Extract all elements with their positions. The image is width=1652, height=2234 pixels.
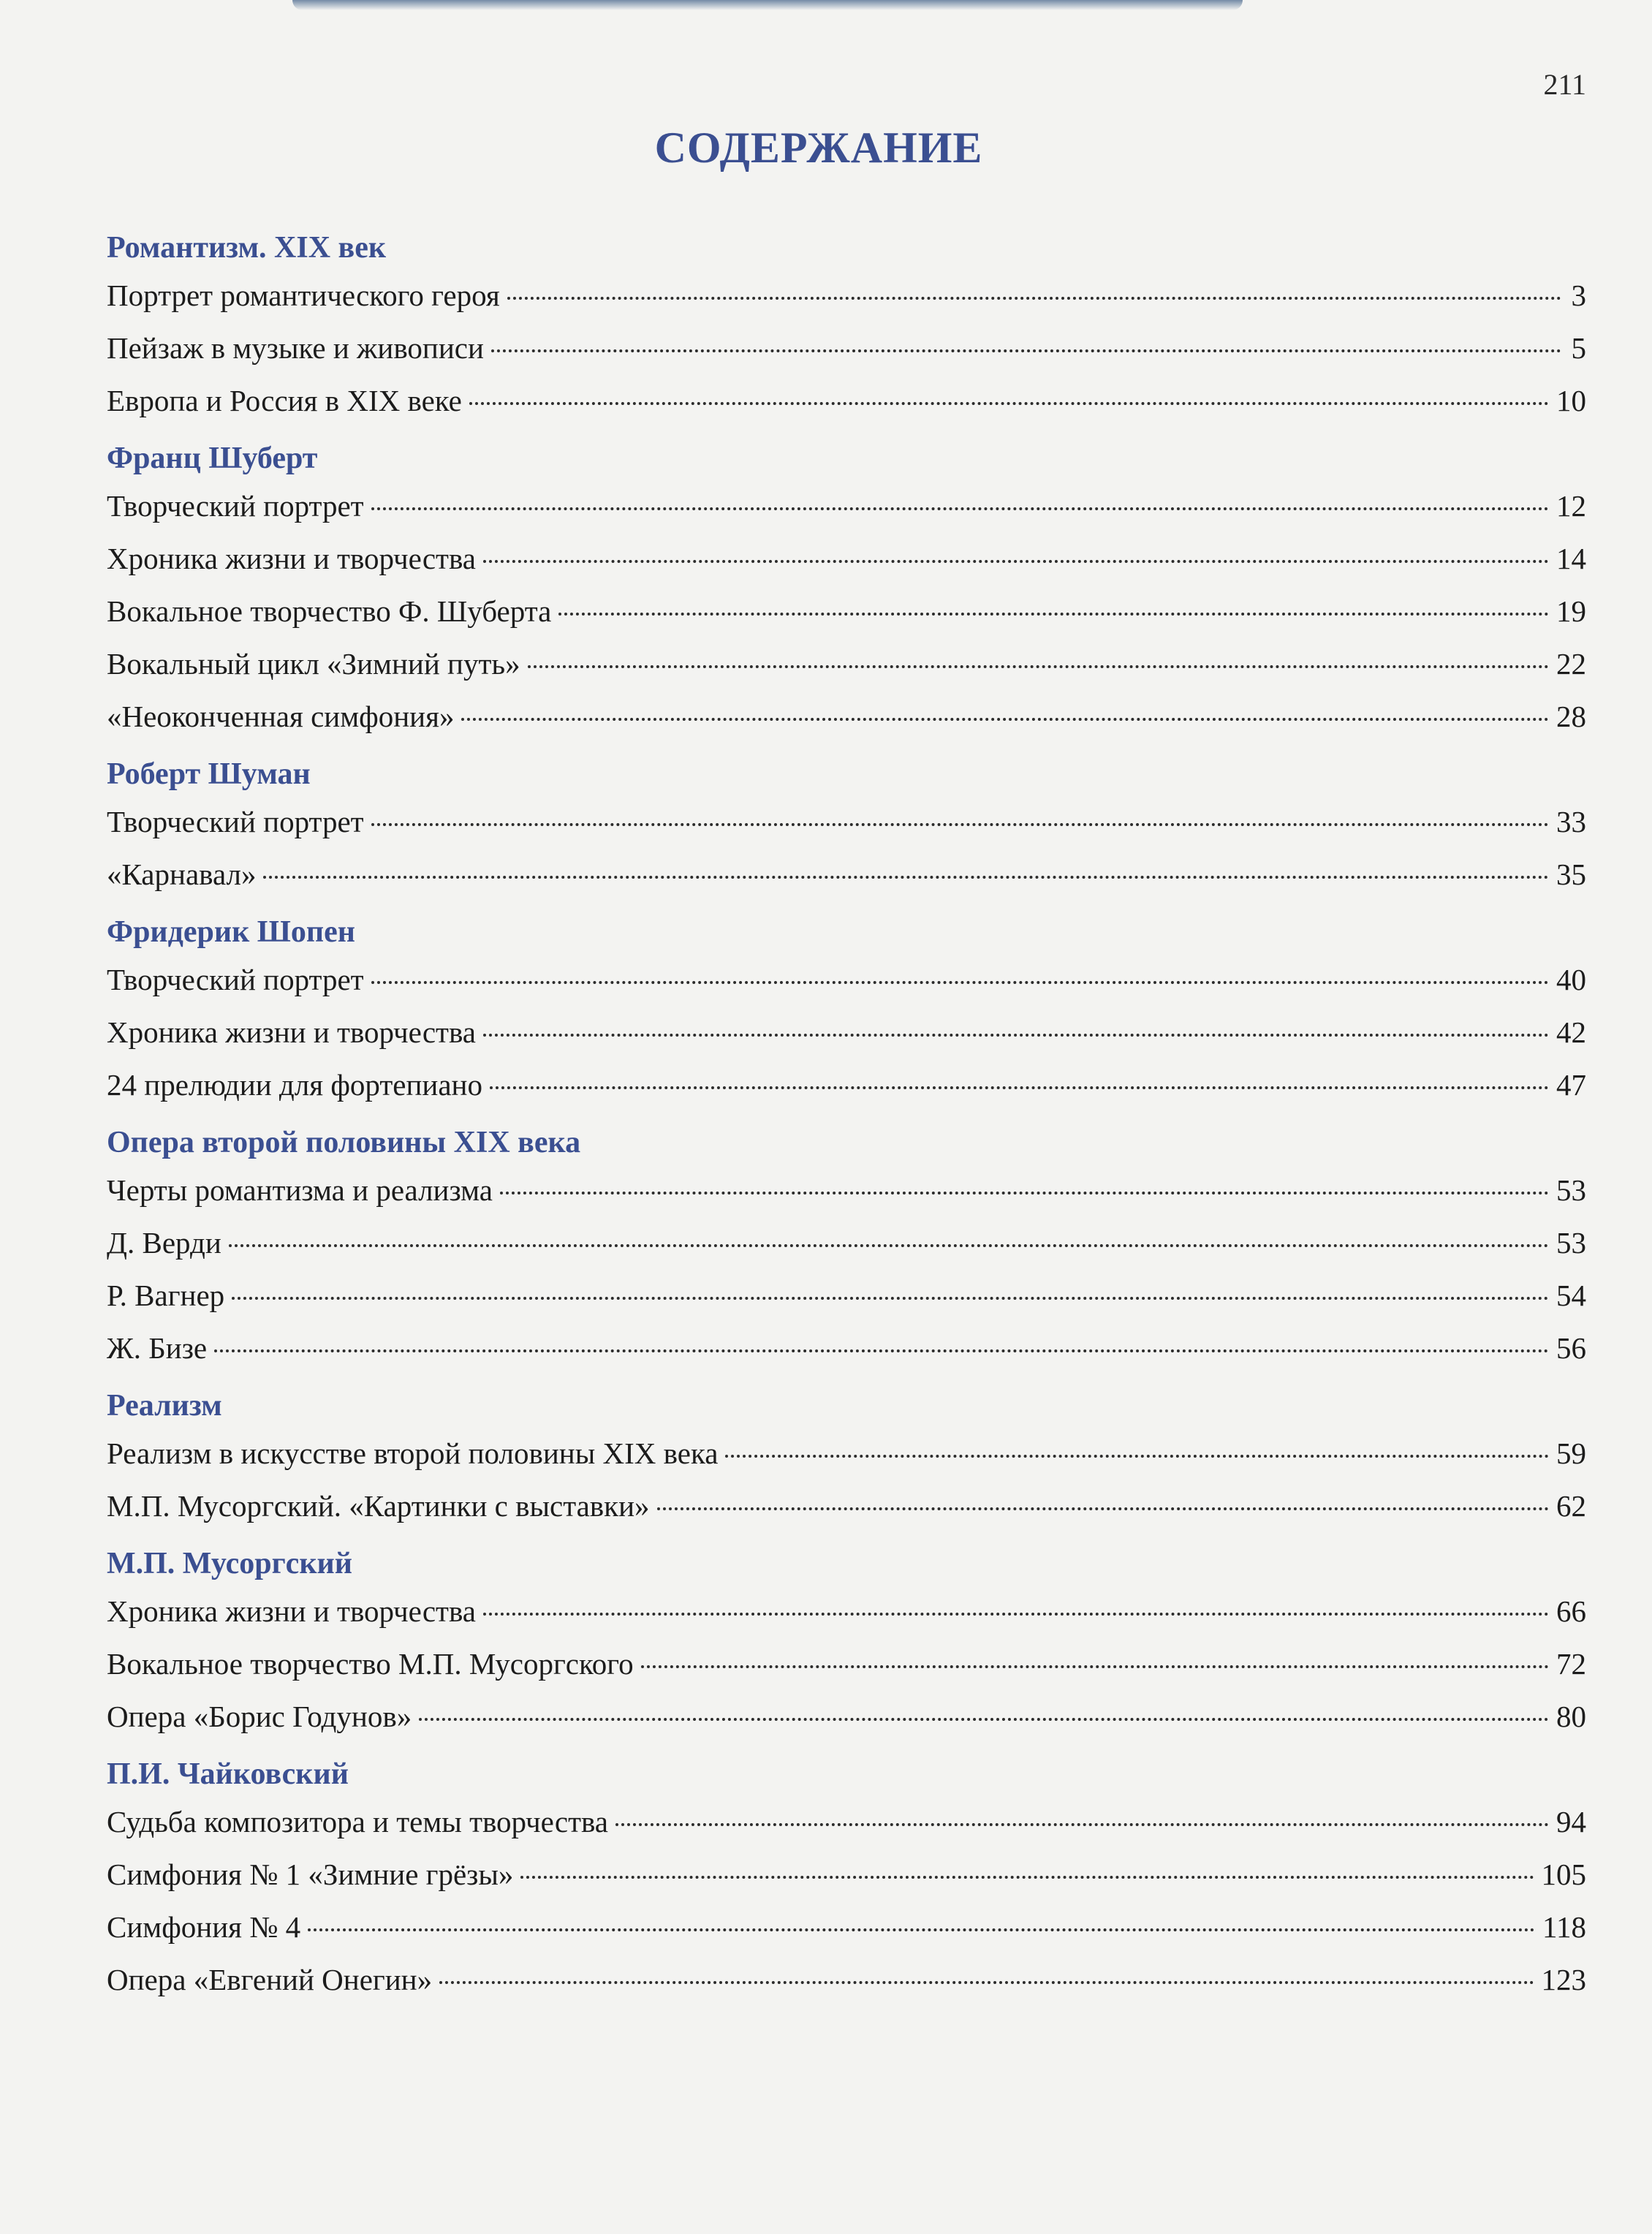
toc-entry-label: «Неоконченная симфония» xyxy=(107,700,455,733)
dot-leader xyxy=(371,980,1549,984)
toc-entry-label: Симфония № 4 xyxy=(107,1910,301,1944)
toc-entry-page: 105 xyxy=(1541,1858,1586,1891)
toc-entry-page: 72 xyxy=(1556,1647,1586,1681)
toc-entry-page: 40 xyxy=(1556,963,1586,996)
toc-entry xyxy=(107,1427,1586,1480)
toc-entry xyxy=(107,1901,1586,1953)
toc-entry xyxy=(107,1216,1586,1269)
toc-entry-page: 47 xyxy=(1556,1068,1586,1102)
toc-entry-label: Хроника жизни и творчества xyxy=(107,1015,476,1049)
toc-entry-label: Опера «Борис Годунов» xyxy=(107,1700,412,1733)
dot-leader xyxy=(641,1664,1549,1668)
toc-entry-label: Симфония № 1 «Зимние грёзы» xyxy=(107,1858,514,1891)
toc-entry-page: 80 xyxy=(1556,1700,1586,1733)
toc-entry-label: Творческий портрет xyxy=(107,489,364,523)
toc-entry xyxy=(107,1953,1586,2006)
toc-entry-label: Судьба композитора и темы творчества xyxy=(107,1805,609,1839)
toc-entry-page: 62 xyxy=(1556,1489,1586,1523)
dot-leader xyxy=(371,822,1549,826)
toc-entry-page: 94 xyxy=(1556,1805,1586,1839)
dot-leader xyxy=(229,1243,1549,1247)
toc-entry-page: 12 xyxy=(1556,489,1586,523)
toc-entry-page: 14 xyxy=(1556,542,1586,575)
dot-leader xyxy=(615,1822,1549,1826)
dot-leader xyxy=(214,1348,1549,1352)
toc-entry xyxy=(107,637,1586,690)
toc-entry-label: Ж. Бизе xyxy=(107,1331,208,1365)
toc-entry xyxy=(107,1059,1586,1111)
toc-entry xyxy=(107,1795,1586,1848)
toc-entry xyxy=(107,1164,1586,1216)
toc-entry xyxy=(107,795,1586,848)
toc-entry xyxy=(107,1848,1586,1901)
toc-entry-label: Опера «Евгений Онегин» xyxy=(107,1963,433,1996)
toc-entry-page: 10 xyxy=(1556,384,1586,417)
toc-entry-page: 42 xyxy=(1556,1015,1586,1049)
toc-entry-label: Хроника жизни и творчества xyxy=(107,1594,476,1628)
toc-entry-label: Вокальный цикл «Зимний путь» xyxy=(107,647,520,681)
toc-entry-page: 28 xyxy=(1556,700,1586,733)
toc-entry-page: 19 xyxy=(1556,594,1586,628)
toc-entry xyxy=(107,1269,1586,1322)
toc-entry xyxy=(107,848,1586,901)
cover-edge xyxy=(292,0,1243,10)
dot-leader xyxy=(520,1874,1534,1879)
dot-leader xyxy=(263,874,1549,879)
toc-entry-label: «Карнавал» xyxy=(107,857,257,891)
dot-leader xyxy=(483,1611,1549,1616)
toc-entry-label: Пейзаж в музыке и живописи xyxy=(107,331,484,365)
toc-entry-label: М.П. Мусоргский. «Картинки с выставки» xyxy=(107,1489,650,1523)
toc-entry xyxy=(107,480,1586,532)
dot-leader xyxy=(308,1927,1535,1931)
section-title: Франц Шуберт xyxy=(107,442,318,475)
section-title: Романтизм. XIX век xyxy=(107,231,387,265)
toc-entry-page: 59 xyxy=(1556,1436,1586,1470)
toc-entry-label: Р. Вагнер xyxy=(107,1279,225,1312)
dot-leader xyxy=(500,1190,1549,1194)
section-title: Реализм xyxy=(107,1389,222,1423)
toc-entry-page: 22 xyxy=(1556,647,1586,681)
toc-entry-label: Портрет романтического героя xyxy=(107,279,500,312)
toc-entry-page: 3 xyxy=(1571,279,1586,312)
toc-entry xyxy=(107,1637,1586,1690)
dot-leader xyxy=(483,558,1549,563)
section-title: М.П. Мусоргский xyxy=(107,1547,352,1580)
toc-entry xyxy=(107,322,1586,374)
toc-entry-page: 53 xyxy=(1556,1173,1586,1207)
toc-entry-page: 53 xyxy=(1556,1226,1586,1260)
toc-entry-page: 66 xyxy=(1556,1594,1586,1628)
dot-leader xyxy=(657,1506,1549,1510)
toc-entry xyxy=(107,532,1586,585)
toc-entry xyxy=(107,1006,1586,1059)
toc-entry-page: 35 xyxy=(1556,857,1586,891)
dot-leader xyxy=(507,295,1561,300)
dot-leader xyxy=(490,1085,1549,1089)
toc-entry-page: 5 xyxy=(1571,331,1586,365)
toc-entry-label: 24 прелюдии для фортепиано xyxy=(107,1068,482,1102)
section-title: Роберт Шуман xyxy=(107,757,311,791)
toc-entry xyxy=(107,374,1586,427)
dot-leader xyxy=(232,1295,1549,1300)
toc-entry-page: 54 xyxy=(1556,1279,1586,1312)
dot-leader xyxy=(491,348,1561,352)
dot-leader xyxy=(469,401,1549,405)
toc-entry-label: Реализм в искусстве второй половины XIX века xyxy=(107,1436,719,1470)
section-title: Фридерик Шопен xyxy=(107,915,355,949)
toc-entry-label: Творческий портрет xyxy=(107,963,364,996)
toc-entry xyxy=(107,269,1586,322)
toc-entry-page: 123 xyxy=(1541,1963,1586,1996)
dot-leader xyxy=(528,664,1549,668)
toc-entry-label: Хроника жизни и творчества xyxy=(107,542,476,575)
dot-leader xyxy=(439,1980,1534,1984)
page-title: СОДЕРЖАНИЕ xyxy=(654,124,983,172)
section-title: П.И. Чайковский xyxy=(107,1757,349,1791)
toc-entry xyxy=(107,585,1586,637)
toc-entry xyxy=(107,1480,1586,1532)
section-title: Опера второй половины XIX века xyxy=(107,1126,581,1159)
toc-entry-page: 33 xyxy=(1556,805,1586,838)
toc-entry xyxy=(107,1322,1586,1374)
toc-entry-label: Вокальное творчество М.П. Мусоргского xyxy=(107,1647,634,1681)
table-of-contents xyxy=(107,227,1586,2006)
toc-entry xyxy=(107,690,1586,743)
toc-entry-label: Европа и Россия в XIX веке xyxy=(107,384,462,417)
toc-entry-label: Черты романтизма и реализма xyxy=(107,1173,493,1207)
toc-entry-page: 56 xyxy=(1556,1331,1586,1365)
toc-entry xyxy=(107,1585,1586,1637)
dot-leader xyxy=(419,1716,1549,1721)
toc-entry xyxy=(107,1690,1586,1743)
dot-leader xyxy=(725,1453,1549,1458)
toc-entry-label: Творческий портрет xyxy=(107,805,364,838)
toc-entry-label: Вокальное творчество Ф. Шуберта xyxy=(107,594,552,628)
toc-entry-label: Д. Верди xyxy=(107,1226,221,1260)
page-number: 211 xyxy=(1543,68,1586,101)
dot-leader xyxy=(558,611,1549,616)
dot-leader xyxy=(461,716,1549,721)
dot-leader xyxy=(483,1032,1549,1037)
dot-leader xyxy=(371,506,1549,510)
toc-entry-page: 118 xyxy=(1542,1910,1586,1944)
toc-entry xyxy=(107,953,1586,1006)
